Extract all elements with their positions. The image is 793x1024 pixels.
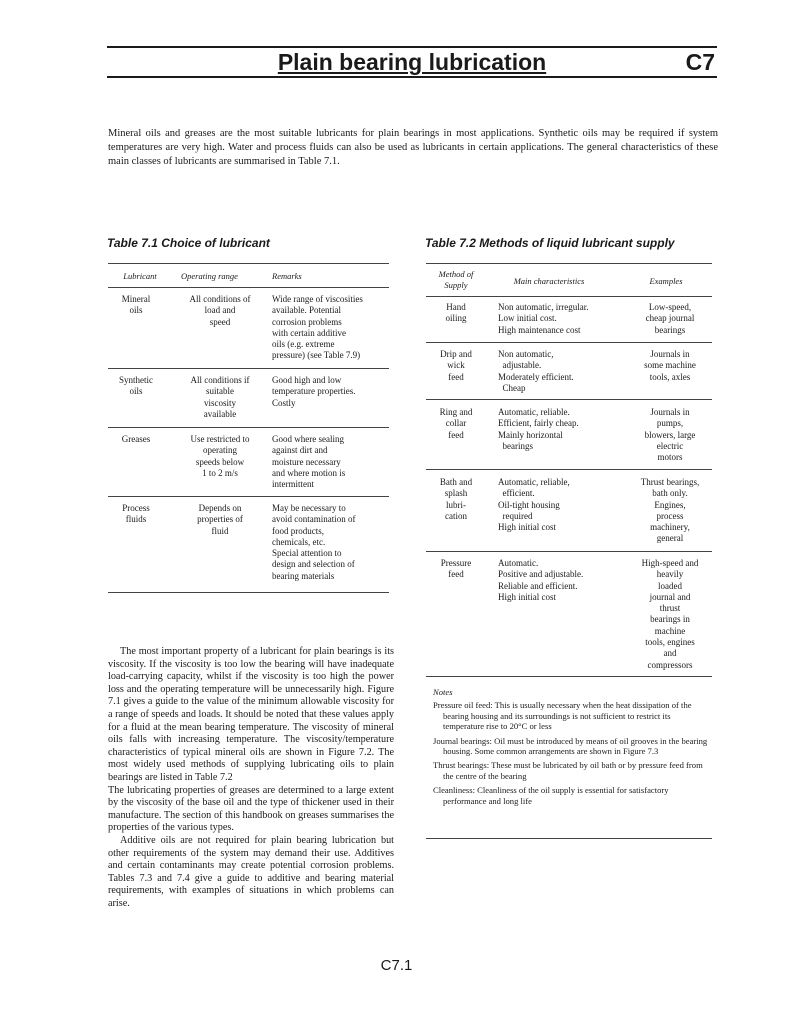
table2-bottom-rule [426, 676, 712, 677]
table2-top-rule [426, 263, 712, 264]
note-pressure-feed: Pressure oil feed: This is usually necessary when the heat dissipation of the bearing housing and its surroundings is not sufficient to restrict its temperature rise to 20°C or less [433, 700, 692, 732]
table2-row5-examples: High-speed and heavily loaded journal and thrust bearings in machine tools, engines and compressors [641, 558, 699, 670]
table2-row1-rule [426, 342, 712, 343]
table1-header-lubricant: Lubricant [123, 271, 157, 281]
table2-header-characteristics: Main characteristics [513, 276, 585, 286]
table2-header-rule [426, 296, 712, 297]
table1-header-remarks: Remarks [272, 271, 302, 281]
table1-row4-lubricant: Process fluids [122, 503, 150, 525]
table2-caption: Table 7.2 Methods of liquid lubricant supply [425, 236, 675, 250]
section-code: C7 [685, 49, 715, 75]
table1-row2-lubricant: Synthetic oils [119, 375, 153, 397]
table1-row3-lubricant: Greases [121, 434, 151, 444]
table2-row5-method: Pressure feed [440, 558, 472, 580]
table1-row4-range: Depends on properties of fluid [197, 503, 243, 536]
note-journal-bearings: Journal bearings: Oil must be introduced by means of oil grooves in the bearing housing. Some common arrangements are shown in Figure 7.3 [433, 735, 708, 757]
table2-notes [433, 687, 711, 810]
table2-row4-method: Bath and splash lubri- cation [439, 477, 473, 521]
table1-header-rule [108, 287, 389, 288]
table1-row4-remarks: May be necessary to avoid contamination of food products, chemicals, etc. Special attention to design and selection of bearing materials [272, 503, 356, 581]
table1-row3-range: Use restricted to operating speeds below 1 to 2 m/s [190, 434, 250, 478]
table1-row3-remarks: Good where sealing against dirt and moisture necessary and where motion is intermittent [272, 434, 346, 490]
table2-row3-method: Ring and collar feed [439, 407, 473, 440]
table1-header-range: Operating range [181, 271, 238, 281]
table2-row1-method: Hand oiling [445, 302, 467, 324]
page-number: C7.1 [380, 957, 413, 974]
table2-row2-method: Drip and wick feed [440, 349, 472, 382]
table1-row3-rule [108, 496, 389, 497]
table1-row1-remarks: Wide range of viscosities available. Potential corrosion problems with certain additive oils (e.g. extreme pressure) (see Table 7.9) [272, 294, 363, 361]
table2-row2-examples: Journals in some machine tools, axles [644, 349, 696, 382]
table2-row2-rule [426, 399, 712, 400]
table1-row2-rule [108, 427, 389, 428]
page-title [107, 49, 717, 76]
table2-header-examples: Examples [649, 276, 683, 286]
table1-row1-rule [108, 368, 389, 369]
body-paragraph-greases: The lubricating properties of greases are determined to a large extent by the viscosity of the base oil and the type of thickener used in their manufacture. The section of this handbook on greases summarises the properties of the various types. [108, 784, 394, 834]
table1-caption: Table 7.1 Choice of lubricant [107, 236, 270, 250]
body-paragraph-viscosity: The most important property of a lubricant for plain bearings is its viscosity. If the viscosity is too low the bearing will have inadequate load-carrying capacity, whilst if the viscosity is too high the power loss and the operating temperature will be unnecessarily high. Figure 7.1 gives a guide to the value of the minimum allowable viscosity for a range of speeds and loads. It should be noted that these values apply for a fluid at the mean bearing temperature. The viscosity of mineral oils falls with increasing temperature. The viscosity/temperature characteristics of typical mineral oils are shown in Figure 7.2. The most widely used methods of supplying lubricating oils to plain bearings are listed in Table 7.2 [108, 646, 394, 783]
table1-bottom-rule [108, 592, 389, 593]
table2-row5-characteristics: Automatic. Positive and adjustable. Reliable and efficient. High initial cost [498, 558, 584, 602]
body-paragraph-additives: Additive oils are not required for plain bearing lubrication but other requirements of the system may demand their use. Additives and certain contaminants may create potential corrosion problems. Tables 7.3 and 7.4 give a guide to additive and bearing material requirements, with examples of situations in which problems can arise. [108, 834, 394, 909]
table2-row3-rule [426, 469, 712, 470]
table2-row4-characteristics: Automatic, reliable, efficient. Oil-tight housing required High initial cost [498, 477, 570, 533]
table2-row2-characteristics: Non automatic, adjustable. Moderately efficient. Cheap [498, 349, 574, 393]
header-rule-top [107, 46, 717, 48]
table1-row2-range: All conditions if suitable viscosity available [190, 375, 250, 419]
table2-row1-examples: Low-speed, cheap journal bearings [645, 302, 695, 335]
intro-paragraph: Mineral oils and greases are the most suitable lubricants for plain bearings in most applications. Synthetic oils may be required if system temperatures are very high. Water and process fluids can also be used as lubricants in certain applications. The general characteristics of these main classes of lubricants are summarised in Table 7.1. [108, 128, 718, 167]
table1-row1-lubricant: Mineral oils [121, 294, 151, 316]
table1-row2-remarks: Good high and low temperature properties. Costly [272, 375, 356, 408]
note-cleanliness: Cleanliness: Cleanliness of the oil supply is essential for satisfactory performance and long life [433, 785, 669, 806]
header-rule-bottom [107, 76, 717, 78]
table2-row1-characteristics: Non automatic, irregular. Low initial cost. High maintenance cost [498, 302, 589, 335]
table2-row3-characteristics: Automatic, reliable. Efficient, fairly cheap. Mainly horizontal bearings [498, 407, 579, 451]
notes-bottom-rule [426, 838, 712, 839]
body-text [108, 646, 394, 910]
page-title-text: Plain bearing lubrication [277, 49, 547, 75]
table2-row4-examples: Thrust bearings, bath only. Engines, process machinery, general [640, 477, 700, 544]
table1-top-rule [108, 263, 389, 264]
note-thrust-bearings: Thrust bearings: These must be lubricated by oil bath or by pressure feed from the centre of the bearing [433, 760, 703, 781]
notes-title: Notes [433, 687, 453, 697]
table2-header-method: Method of Supply [438, 269, 474, 290]
table2-row4-rule [426, 551, 712, 552]
table1-row1-range: All conditions of load and speed [189, 294, 251, 327]
table2-row3-examples: Journals in pumps, blowers, large electric motors [644, 407, 696, 463]
